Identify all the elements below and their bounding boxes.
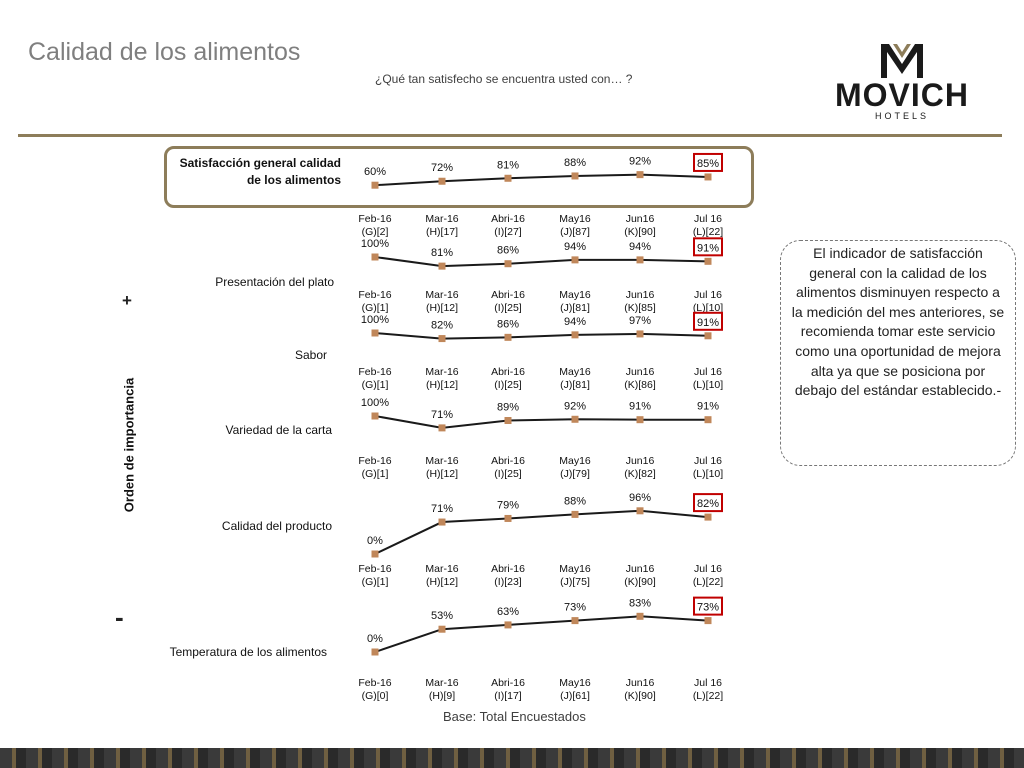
point-5-4 xyxy=(637,613,644,620)
data-label-5-1: 53% xyxy=(430,610,454,623)
tick-sublabel-5-4: (K)[90] xyxy=(624,690,656,702)
tick-sublabel-0-4: (K)[90] xyxy=(624,226,656,238)
data-label-0-3: 88% xyxy=(563,156,587,169)
tick-label-4-1: Mar-16 xyxy=(425,563,459,575)
data-label-3-4: 91% xyxy=(628,400,652,413)
point-3-2 xyxy=(505,417,512,424)
data-label-1-2: 86% xyxy=(496,244,520,257)
data-label-4-3: 88% xyxy=(563,495,587,508)
data-label-4-1: 71% xyxy=(430,503,454,516)
point-2-4 xyxy=(637,330,644,337)
page-title: Calidad de los alimentos xyxy=(28,38,301,66)
data-label-2-2: 86% xyxy=(496,318,520,331)
point-3-5 xyxy=(705,416,712,423)
tick-sublabel-1-2: (I)[25] xyxy=(494,302,522,314)
tick-sublabel-5-5: (L)[22] xyxy=(692,690,724,702)
row-label-5: Temperatura de los alimentos xyxy=(169,645,327,659)
data-label-2-3: 94% xyxy=(563,315,587,328)
tick-label-1-2: Abri-16 xyxy=(491,289,525,301)
tick-sublabel-0-2: (I)[27] xyxy=(494,226,522,238)
tick-label-5-5: Jul 16 xyxy=(693,677,723,689)
tick-label-1-5: Jul 16 xyxy=(693,289,723,301)
point-1-1 xyxy=(439,263,446,270)
row-label-4: Calidad del producto xyxy=(221,519,332,533)
tick-label-4-5: Jul 16 xyxy=(693,563,723,575)
series-line-4 xyxy=(375,511,708,554)
tick-sublabel-1-3: (J)[81] xyxy=(560,302,590,314)
series-line-1 xyxy=(375,257,708,266)
tick-sublabel-3-0: (G)[1] xyxy=(361,468,389,480)
tick-sublabel-1-4: (K)[85] xyxy=(624,302,656,314)
logo-sub: HOTELS xyxy=(874,111,930,121)
tick-label-3-4: Jun16 xyxy=(625,455,655,467)
tick-sublabel-3-2: (I)[25] xyxy=(494,468,522,480)
tick-sublabel-2-3: (J)[81] xyxy=(560,379,590,391)
base-note: Base: Total Encuestados xyxy=(443,709,586,724)
tick-sublabel-2-0: (G)[1] xyxy=(361,379,389,391)
tick-sublabel-5-3: (J)[61] xyxy=(560,690,590,702)
data-label-1-4: 94% xyxy=(628,240,652,253)
tick-label-3-2: Abri-16 xyxy=(491,455,525,467)
tick-sublabel-2-5: (L)[10] xyxy=(692,379,724,391)
tick-sublabel-5-1: (H)[9] xyxy=(428,690,456,702)
data-label-5-0: 0% xyxy=(367,633,383,645)
data-label-3-2: 89% xyxy=(496,401,520,414)
point-4-2 xyxy=(505,515,512,522)
tick-sublabel-3-5: (L)[10] xyxy=(692,468,724,480)
data-label-1-3: 94% xyxy=(563,240,587,253)
insight-note: El indicador de satisfacción general con la calidad de los alimentos disminuyen respecto a la medición del mes anteriores, se recomienda tomar este servicio como una oportunidad de mejora alta ya que se posiciona por debajo del estándar establecido.- xyxy=(780,240,1016,466)
tick-sublabel-4-3: (J)[75] xyxy=(560,576,590,588)
data-label-2-1: 82% xyxy=(430,319,454,332)
tick-sublabel-3-3: (J)[79] xyxy=(560,468,590,480)
data-label-5-4: 83% xyxy=(628,597,652,610)
tick-sublabel-1-1: (H)[12] xyxy=(425,302,459,314)
tick-label-0-2: Abri-16 xyxy=(491,213,525,225)
minus-sign: - xyxy=(115,602,124,632)
data-label-0-1: 72% xyxy=(430,162,454,175)
logo-name: MOVICH xyxy=(835,77,969,113)
tick-sublabel-2-4: (K)[86] xyxy=(624,379,656,391)
point-1-0 xyxy=(372,254,379,261)
point-2-2 xyxy=(505,334,512,341)
series-line-2 xyxy=(375,333,708,339)
point-1-3 xyxy=(572,256,579,263)
data-label-3-5: 91% xyxy=(696,400,720,413)
tick-sublabel-2-2: (I)[25] xyxy=(494,379,522,391)
tick-label-5-1: Mar-16 xyxy=(425,677,459,689)
tick-label-5-2: Abri-16 xyxy=(491,677,525,689)
tick-label-3-3: May16 xyxy=(559,455,591,467)
row-label-0-text: Satisfacción general calidad de los alimentos xyxy=(179,156,341,187)
tick-label-2-0: Feb-16 xyxy=(358,366,392,378)
point-0-1 xyxy=(439,178,446,185)
point-0-3 xyxy=(572,172,579,179)
tick-label-3-0: Feb-16 xyxy=(358,455,392,467)
tick-label-3-1: Mar-16 xyxy=(425,455,459,467)
point-1-4 xyxy=(637,256,644,263)
point-5-3 xyxy=(572,617,579,624)
point-3-1 xyxy=(439,424,446,431)
data-label-4-0: 0% xyxy=(367,535,383,547)
tick-label-2-4: Jun16 xyxy=(625,366,655,378)
data-label-3-3: 92% xyxy=(563,400,587,413)
point-5-2 xyxy=(505,621,512,628)
data-label-4-5: 82% xyxy=(696,498,720,511)
tick-label-2-5: Jul 16 xyxy=(693,366,723,378)
data-label-3-1: 71% xyxy=(430,408,454,421)
data-label-2-4: 97% xyxy=(628,314,652,327)
data-label-4-4: 96% xyxy=(628,491,652,504)
point-5-5 xyxy=(705,617,712,624)
point-2-3 xyxy=(572,331,579,338)
tick-sublabel-0-0: (G)[2] xyxy=(361,226,389,238)
tick-label-1-4: Jun16 xyxy=(625,289,655,301)
point-1-2 xyxy=(505,260,512,267)
series-line-0 xyxy=(375,175,708,186)
tick-label-1-0: Feb-16 xyxy=(358,289,392,301)
tick-label-3-5: Jul 16 xyxy=(693,455,723,467)
tick-sublabel-1-0: (G)[1] xyxy=(361,302,389,314)
point-0-4 xyxy=(637,171,644,178)
data-label-1-5: 91% xyxy=(696,242,720,255)
tick-sublabel-5-0: (G)[0] xyxy=(361,690,389,702)
point-4-5 xyxy=(705,514,712,521)
row-label-3: Variedad de la carta xyxy=(225,423,332,437)
tick-label-0-0: Feb-16 xyxy=(358,213,392,225)
point-2-0 xyxy=(372,330,379,337)
tick-label-4-0: Feb-16 xyxy=(358,563,392,575)
series-line-3 xyxy=(375,416,708,428)
tick-sublabel-2-1: (H)[12] xyxy=(425,379,459,391)
tick-sublabel-4-0: (G)[1] xyxy=(361,576,389,588)
point-5-0 xyxy=(372,649,379,656)
point-1-5 xyxy=(705,258,712,265)
tick-label-4-3: May16 xyxy=(559,563,591,575)
data-label-2-5: 91% xyxy=(696,316,720,329)
tick-sublabel-3-1: (H)[12] xyxy=(425,468,459,480)
point-2-5 xyxy=(705,332,712,339)
series-line-5 xyxy=(375,616,708,652)
row-label-1: Presentación del plato xyxy=(215,275,334,289)
tick-label-0-1: Mar-16 xyxy=(425,213,459,225)
tick-label-2-1: Mar-16 xyxy=(425,366,459,378)
tick-label-0-5: Jul 16 xyxy=(693,213,723,225)
data-label-0-5: 85% xyxy=(696,157,720,170)
point-0-2 xyxy=(505,175,512,182)
tick-label-1-1: Mar-16 xyxy=(425,289,459,301)
tick-label-1-3: May16 xyxy=(559,289,591,301)
page-subtitle: ¿Qué tan satisfecho se encuentra usted con… ? xyxy=(375,72,633,86)
tick-sublabel-0-3: (J)[87] xyxy=(560,226,590,238)
data-label-2-0: 100% xyxy=(360,314,390,326)
point-4-1 xyxy=(439,519,446,526)
tick-label-4-2: Abri-16 xyxy=(491,563,525,575)
data-label-1-0: 100% xyxy=(360,238,390,250)
point-5-1 xyxy=(439,626,446,633)
data-label-5-5: 73% xyxy=(696,601,720,614)
data-label-0-4: 92% xyxy=(628,155,652,168)
tick-sublabel-1-5: (L)[10] xyxy=(692,302,724,314)
footer-band xyxy=(0,748,1024,768)
data-label-5-2: 63% xyxy=(496,605,520,618)
importance-axis-label: Orden de importancia xyxy=(121,377,137,513)
tick-sublabel-0-5: (L)[22] xyxy=(692,226,724,238)
tick-label-0-4: Jun16 xyxy=(625,213,655,225)
tick-sublabel-4-5: (L)[22] xyxy=(692,576,724,588)
data-label-1-1: 81% xyxy=(430,247,454,260)
point-4-0 xyxy=(372,551,379,558)
tick-sublabel-5-2: (I)[17] xyxy=(494,690,522,702)
tick-label-5-0: Feb-16 xyxy=(358,677,392,689)
point-2-1 xyxy=(439,335,446,342)
tick-sublabel-4-1: (H)[12] xyxy=(425,576,459,588)
point-3-4 xyxy=(637,416,644,423)
data-label-0-2: 81% xyxy=(496,159,520,172)
tick-label-5-3: May16 xyxy=(559,677,591,689)
tick-sublabel-4-4: (K)[90] xyxy=(624,576,656,588)
point-4-4 xyxy=(637,507,644,514)
point-0-5 xyxy=(705,173,712,180)
point-0-0 xyxy=(372,182,379,189)
data-label-0-0: 60% xyxy=(363,166,387,179)
row-label-2: Sabor xyxy=(294,348,327,362)
point-3-0 xyxy=(372,413,379,420)
data-label-4-2: 79% xyxy=(496,499,520,512)
tick-sublabel-3-4: (K)[82] xyxy=(624,468,656,480)
plus-sign: + xyxy=(122,291,132,310)
tick-sublabel-4-2: (I)[23] xyxy=(494,576,522,588)
point-4-3 xyxy=(572,511,579,518)
tick-sublabel-0-1: (H)[17] xyxy=(425,226,459,238)
tick-label-5-4: Jun16 xyxy=(625,677,655,689)
tick-label-2-2: Abri-16 xyxy=(491,366,525,378)
data-label-5-3: 73% xyxy=(563,601,587,614)
tick-label-0-3: May16 xyxy=(559,213,591,225)
tick-label-4-4: Jun16 xyxy=(625,563,655,575)
point-3-3 xyxy=(572,416,579,423)
data-label-3-0: 100% xyxy=(360,397,390,409)
tick-label-2-3: May16 xyxy=(559,366,591,378)
